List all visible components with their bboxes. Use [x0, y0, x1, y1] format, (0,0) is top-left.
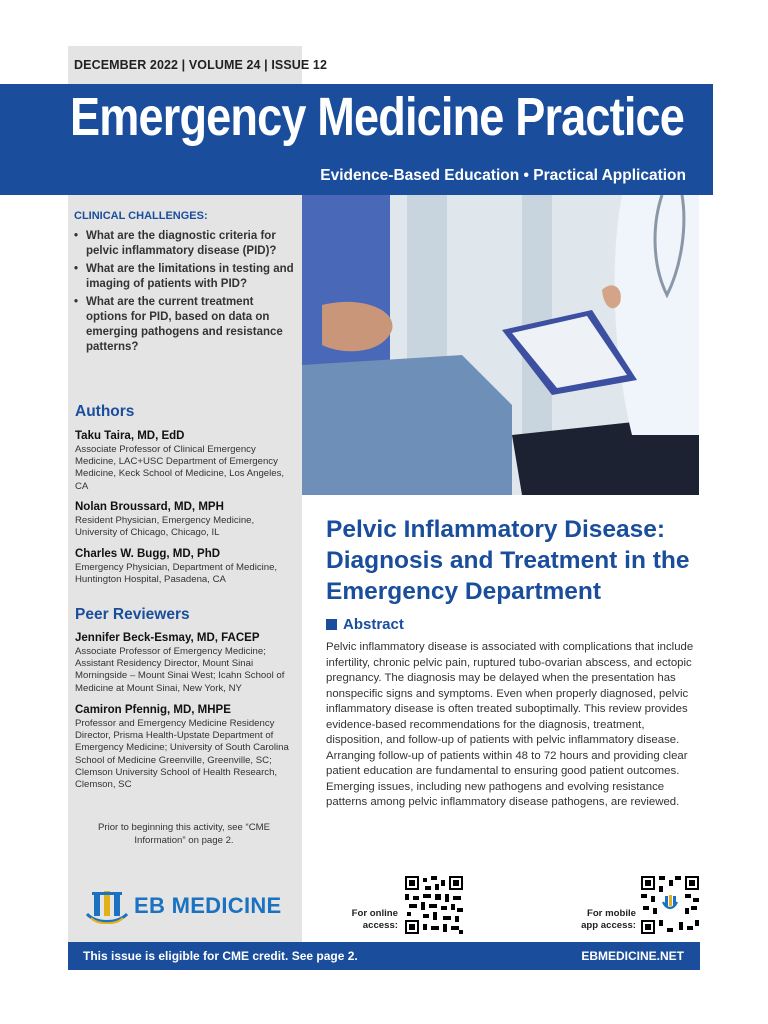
- qr-code-mobile[interactable]: [641, 876, 699, 934]
- qr-code-icon: [641, 876, 699, 934]
- author-3: [75, 547, 297, 586]
- peer-reviewers-heading: Peer Reviewers: [75, 606, 190, 623]
- abstract-heading-label: Abstract: [343, 616, 404, 633]
- qr-code-online[interactable]: [405, 876, 463, 934]
- author-name: Nolan Broussard, MD, MPH: [75, 501, 224, 513]
- abstract-body: Pelvic inflammatory disease is associated with complications that include infertility, chronic pelvic pain, ruptured tubo-ovarian abscess, and ectopic pregnancy. The diagnosis may be delayed when the presentation has nonspecific signs and symptoms. Even when properly diagnosed, pelvic inflammatory disease is often treated suboptimally. This review provides evidence-based recommendations for the diagnosis, treatment, disposition, and follow-up of patients with pelvic inflammatory disease. Arranging follow-up of patients within 48 to 72 hours and providing clear patient education are fundamental to ensuring good patient outcomes. Emerging issues, including new pathogens and evolving resistance patterns among pelvic inflammatory disease pathogens, are reviewed.: [326, 641, 694, 808]
- prior-note: Prior to beginning this activity, see “CME Information” on page 2.: [97, 822, 271, 846]
- peer-reviewer-1: [75, 631, 297, 695]
- challenge-item: • What are the limitations in testing and imaging of patients with PID?: [74, 262, 298, 292]
- author-affiliation: Associate Professor of Clinical Emergency Medicine, LAC+USC Department of Emergency Medicine, Keck School of Medicine, Los Angeles, CA: [75, 444, 285, 492]
- author-name: Taku Taira, MD, EdD: [75, 430, 185, 442]
- article-title: Pelvic Inflammatory Disease: Diagnosis and Treatment in the Emergency Department: [326, 516, 690, 605]
- eb-medicine-logo-icon: [84, 888, 130, 924]
- authors-heading: Authors: [75, 403, 135, 420]
- footer-cme-note: This issue is eligible for CME credit. See page 2.: [83, 949, 358, 963]
- footer-bar: [68, 942, 700, 970]
- footer-website-link[interactable]: EBMEDICINE.NET: [581, 949, 684, 963]
- abstract-heading: [326, 616, 404, 633]
- reviewer-affiliation: Associate Professor of Emergency Medicine; Assistant Residency Director, Mount Sinai Morningside – Mount Sinai West; Icahn School of Medicine at Mount Sinai, New York, NY: [75, 646, 285, 694]
- reviewer-name: Jennifer Beck-Esmay, MD, FACEP: [75, 632, 260, 644]
- author-affiliation: Emergency Physician, Department of Medicine, Huntington Hospital, Pasadena, CA: [75, 562, 278, 586]
- author-affiliation: Resident Physician, Emergency Medicine, University of Chicago, Chicago, IL: [75, 515, 255, 539]
- masthead-tagline: Evidence-Based Education • Practical Application: [320, 167, 686, 184]
- cover-photo-illustration: [302, 195, 699, 495]
- qr-code-icon: [405, 876, 463, 934]
- author-2: [75, 500, 297, 539]
- issue-line: DECEMBER 2022 | VOLUME 24 | ISSUE 12: [74, 58, 328, 72]
- logo-text: EB MEDICINE: [134, 893, 282, 918]
- eb-medicine-logo[interactable]: [84, 888, 282, 924]
- author-name: Charles W. Bugg, MD, PhD: [75, 548, 221, 560]
- clinical-challenges-heading: CLINICAL CHALLENGES:: [74, 210, 208, 222]
- cover-photo: [302, 195, 699, 495]
- qr-mobile-label: For mobile app access:: [581, 908, 636, 931]
- reviewer-affiliation: Professor and Emergency Medicine Residency Director, Prisma Health-Upstate Department of Emergency Medicine; University of South Carolina School of Medicine Greenville, Greenville, SC; Clemson University School of Health Research, Clemson, SC: [75, 718, 289, 791]
- reviewer-name: Camiron Pfennig, MD, MHPE: [75, 704, 231, 716]
- abstract-square-icon: [326, 619, 337, 630]
- qr-online-label: For online access:: [351, 908, 398, 931]
- challenge-item: • What are the current treatment options for PID, based on data on emerging pathogens and resistance patterns?: [74, 295, 298, 355]
- masthead-title: Emergency Medicine Practice: [70, 87, 685, 147]
- peer-reviewer-2: [75, 703, 297, 791]
- challenge-item: • What are the diagnostic criteria for pelvic inflammatory disease (PID)?: [74, 229, 298, 259]
- author-1: [75, 429, 297, 493]
- clinical-challenges-list: [74, 229, 298, 355]
- clinical-challenges: [74, 210, 298, 358]
